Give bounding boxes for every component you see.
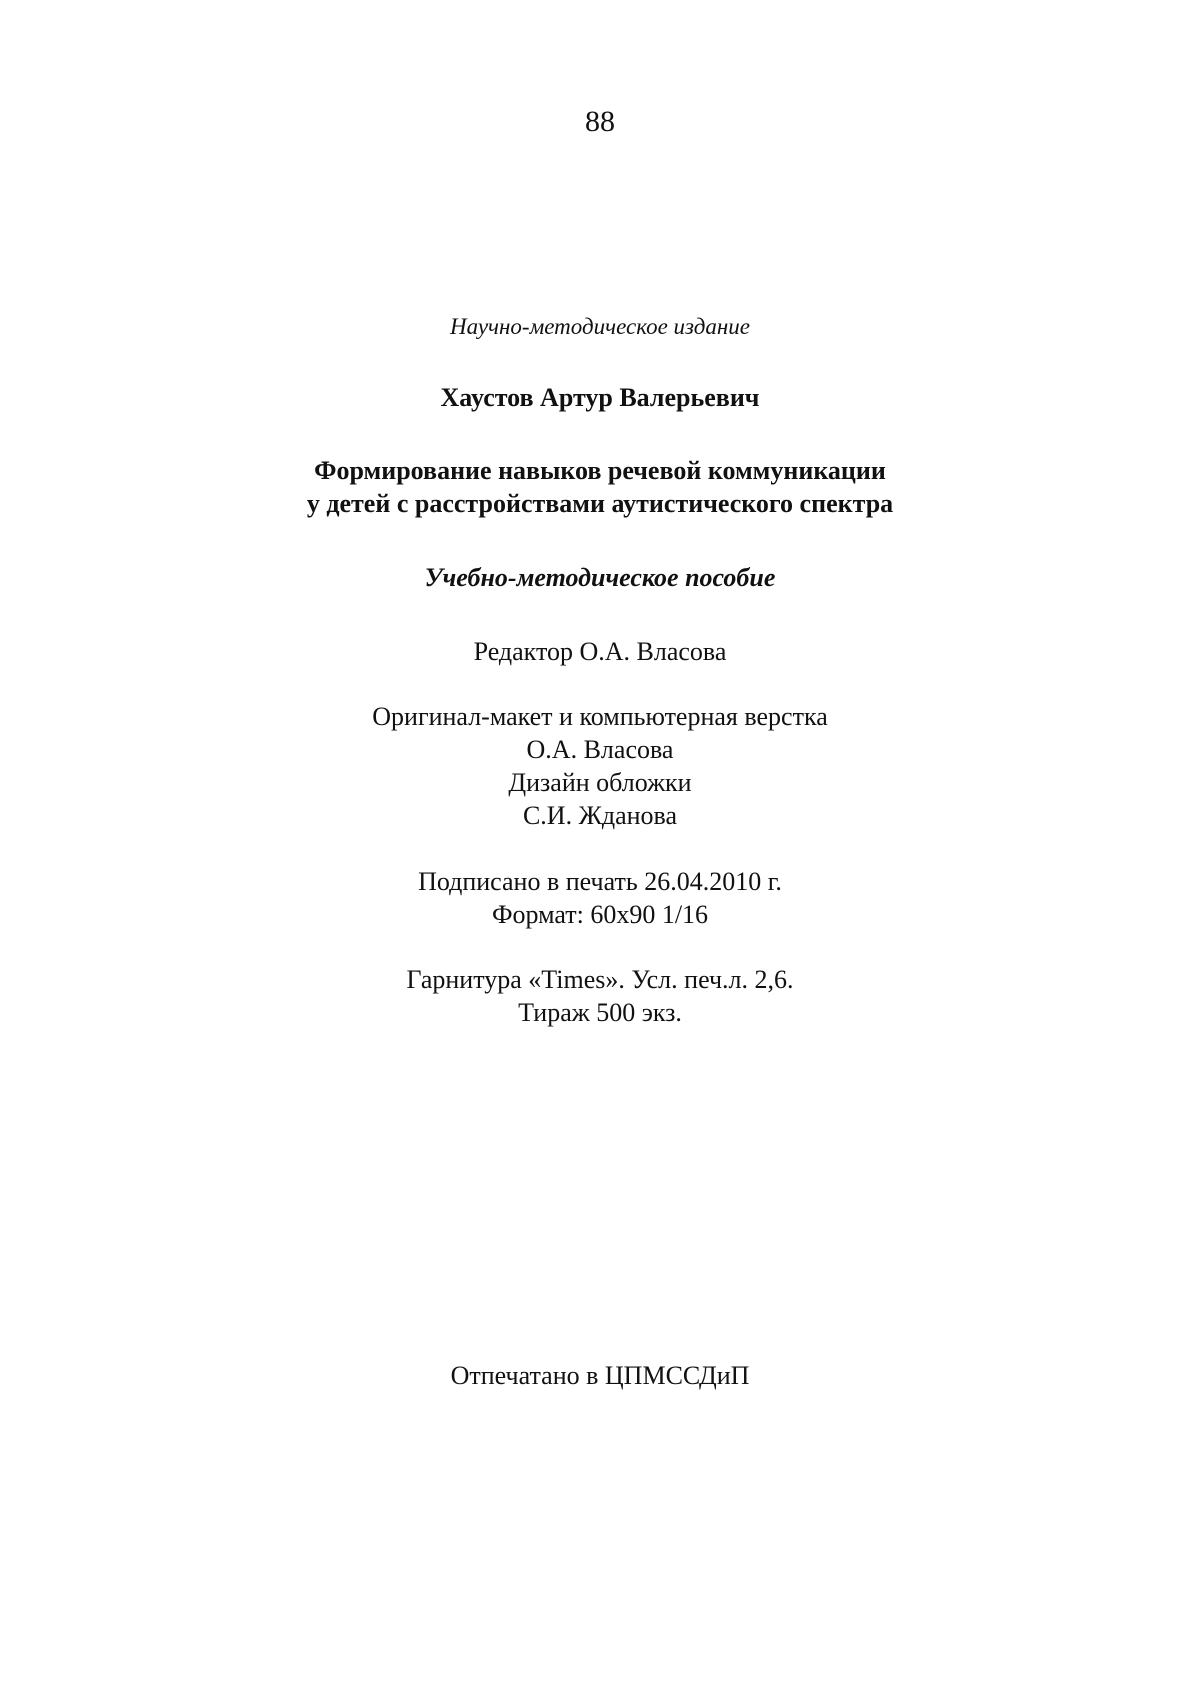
layout-credit-name: О.А. Власова xyxy=(526,735,674,764)
editor-credit: Редактор О.А. Власова xyxy=(473,637,727,666)
typeface-info: Гарнитура «Times». Усл. печ.л. 2,6. xyxy=(406,965,794,994)
author-name: Хаустов Артур Валерьевич xyxy=(440,383,760,412)
circulation-info: Тираж 500 экз. xyxy=(518,998,682,1027)
layout-credit-label: Оригинал-макет и компьютерная верстка xyxy=(372,702,828,731)
cover-design-label: Дизайн обложки xyxy=(508,768,692,797)
signed-to-print: Подписано в печать 26.04.2010 г. xyxy=(418,867,782,896)
book-subtitle: Учебно-методическое пособие xyxy=(424,563,776,592)
edition-type: Научно-методическое издание xyxy=(450,314,750,339)
print-format: Формат: 60x90 1/16 xyxy=(491,900,709,929)
book-title-line-1: Формирование навыков речевой коммуникации xyxy=(314,456,886,485)
page-number: 88 xyxy=(585,105,615,138)
book-title-line-2: у детей с расстройствами аутистического спектра xyxy=(306,489,894,518)
printed-by: Отпечатано в ЦПМССДиП xyxy=(450,1361,750,1390)
cover-design-name: С.И. Жданова xyxy=(522,801,678,830)
